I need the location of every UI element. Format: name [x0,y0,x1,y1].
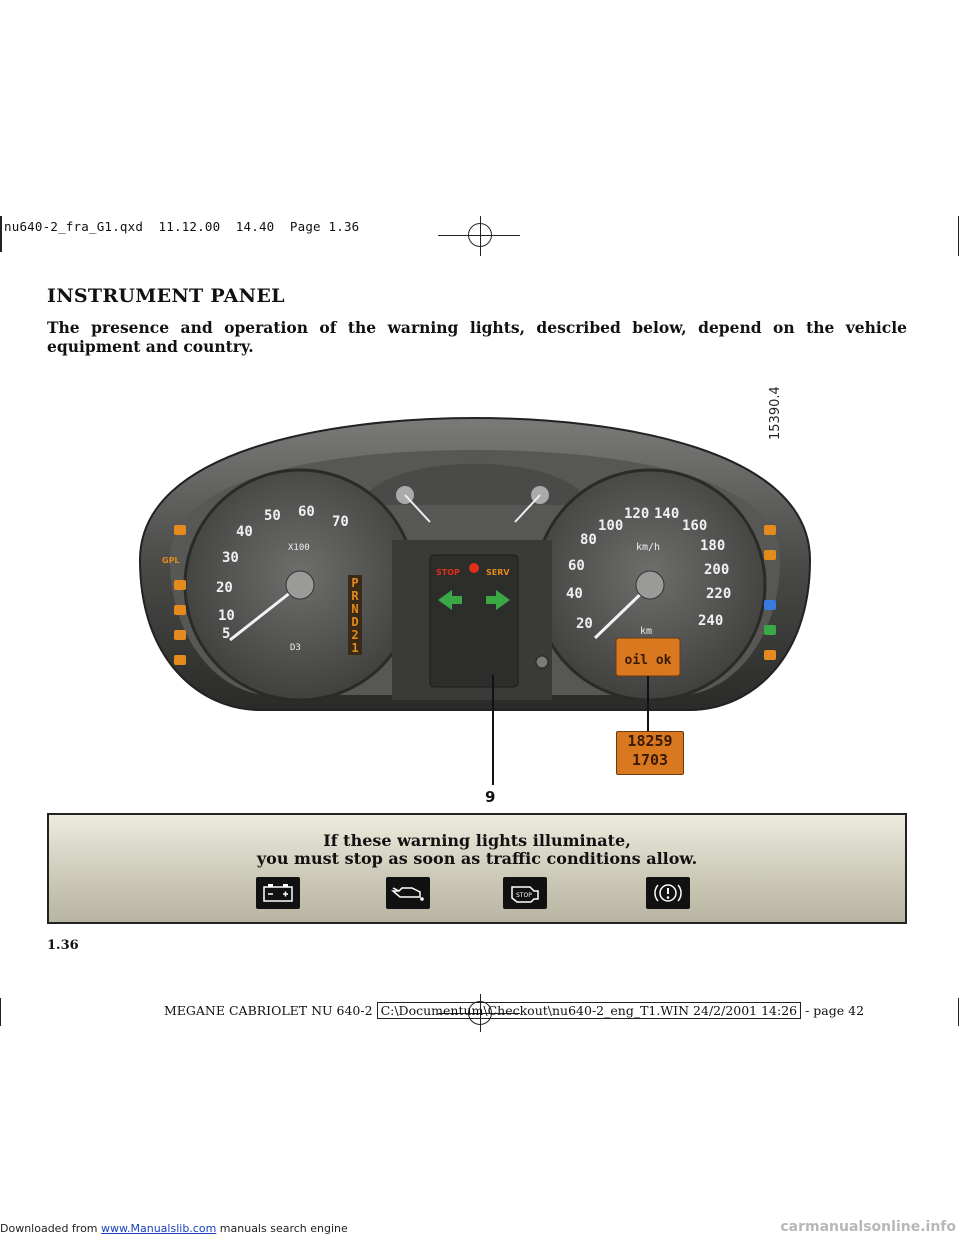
footer-model: MEGANE CABRIOLET NU 640-2 [164,1003,373,1018]
tach-label: 10 [218,608,235,624]
speed-label: 220 [706,586,732,602]
speed-label: 240 [698,613,724,629]
instrument-cluster-illustration [130,410,820,720]
footer-page: - page 42 [805,1003,865,1018]
page-number: 1.36 [47,938,79,953]
download-credit [0,1222,348,1235]
tach-label: 30 [222,550,239,566]
km-label: km [640,626,653,637]
registration-circle [468,223,492,247]
footer-line [164,1003,864,1018]
file-slug: nu640-2_fra_G1.qxd 11.12.00 14.40 Page 1.36 [4,219,360,234]
tach-label: 50 [264,508,281,524]
gear-letter: D [351,615,359,629]
battery-icon [256,877,300,909]
odometer-trip: 1703 [631,751,669,769]
speed-label: 140 [654,506,680,522]
speed-label: 180 [700,538,726,554]
speed-label: 120 [624,506,650,522]
gear-letter: 1 [351,641,359,655]
gear-extra: D3 [290,643,301,653]
stop-warning-box [47,813,907,924]
warning-line-2: you must stop as soon as traffic conditions allow. [256,849,698,868]
tach-label: 5 [222,626,231,642]
odometer-total: 18259 [627,732,673,750]
speed-label: 60 [568,558,585,574]
oil-pressure-icon [386,877,430,909]
odometer-display [616,731,684,775]
speed-label: 200 [704,562,730,578]
serv-lamp-label: SERV [486,568,510,577]
download-suffix: manuals search engine [219,1222,348,1235]
tach-label: 40 [236,524,253,540]
gear-letter: R [351,589,359,603]
gear-letter: P [351,576,359,590]
tach-label: 60 [298,504,315,520]
stop-icon-label: STOP [516,892,532,899]
crop-mark [958,216,959,256]
intro-paragraph: The presence and operation of the warning lights, described below, depend on the vehicle equipment and country. [47,318,907,356]
speed-label: 80 [580,532,597,548]
speed-label: 160 [682,518,708,534]
gpl-lamp-label: GPL [162,556,180,565]
stop-lamp-label: STOP [436,568,460,577]
speed-label: 40 [566,586,583,602]
tach-unit: X100 [288,543,310,553]
crop-mark [958,998,959,1026]
tach-label: 70 [332,514,349,530]
warning-line-1: If these warning lights illuminate, [323,831,631,850]
watermark: carmanualsonline.info [780,1219,956,1235]
speed-unit: km/h [636,542,661,553]
stop-engine-icon [503,877,547,909]
page-title: INSTRUMENT PANEL [47,285,285,307]
lcd-text: oil ok [624,653,672,668]
callout-line [647,676,649,732]
gear-letter: N [351,602,359,616]
figure-code: 15390.4 [768,386,783,440]
download-prefix: Downloaded from [0,1222,98,1235]
callout-line [492,675,494,785]
manualslib-link[interactable]: www.Manualslib.com [101,1222,217,1235]
brake-warning-icon [646,877,690,909]
tach-label: 20 [216,580,233,596]
crop-mark [0,216,2,252]
speed-label: 20 [576,616,593,632]
crop-mark [0,998,1,1026]
gear-letter: 2 [351,628,359,642]
callout-number: 9 [485,788,496,806]
footer-path: C:\Documentum\Checkout\nu640-2_eng_T1.WIN 24/2/2001 14:26 [377,1002,802,1019]
speed-label: 100 [598,518,624,534]
